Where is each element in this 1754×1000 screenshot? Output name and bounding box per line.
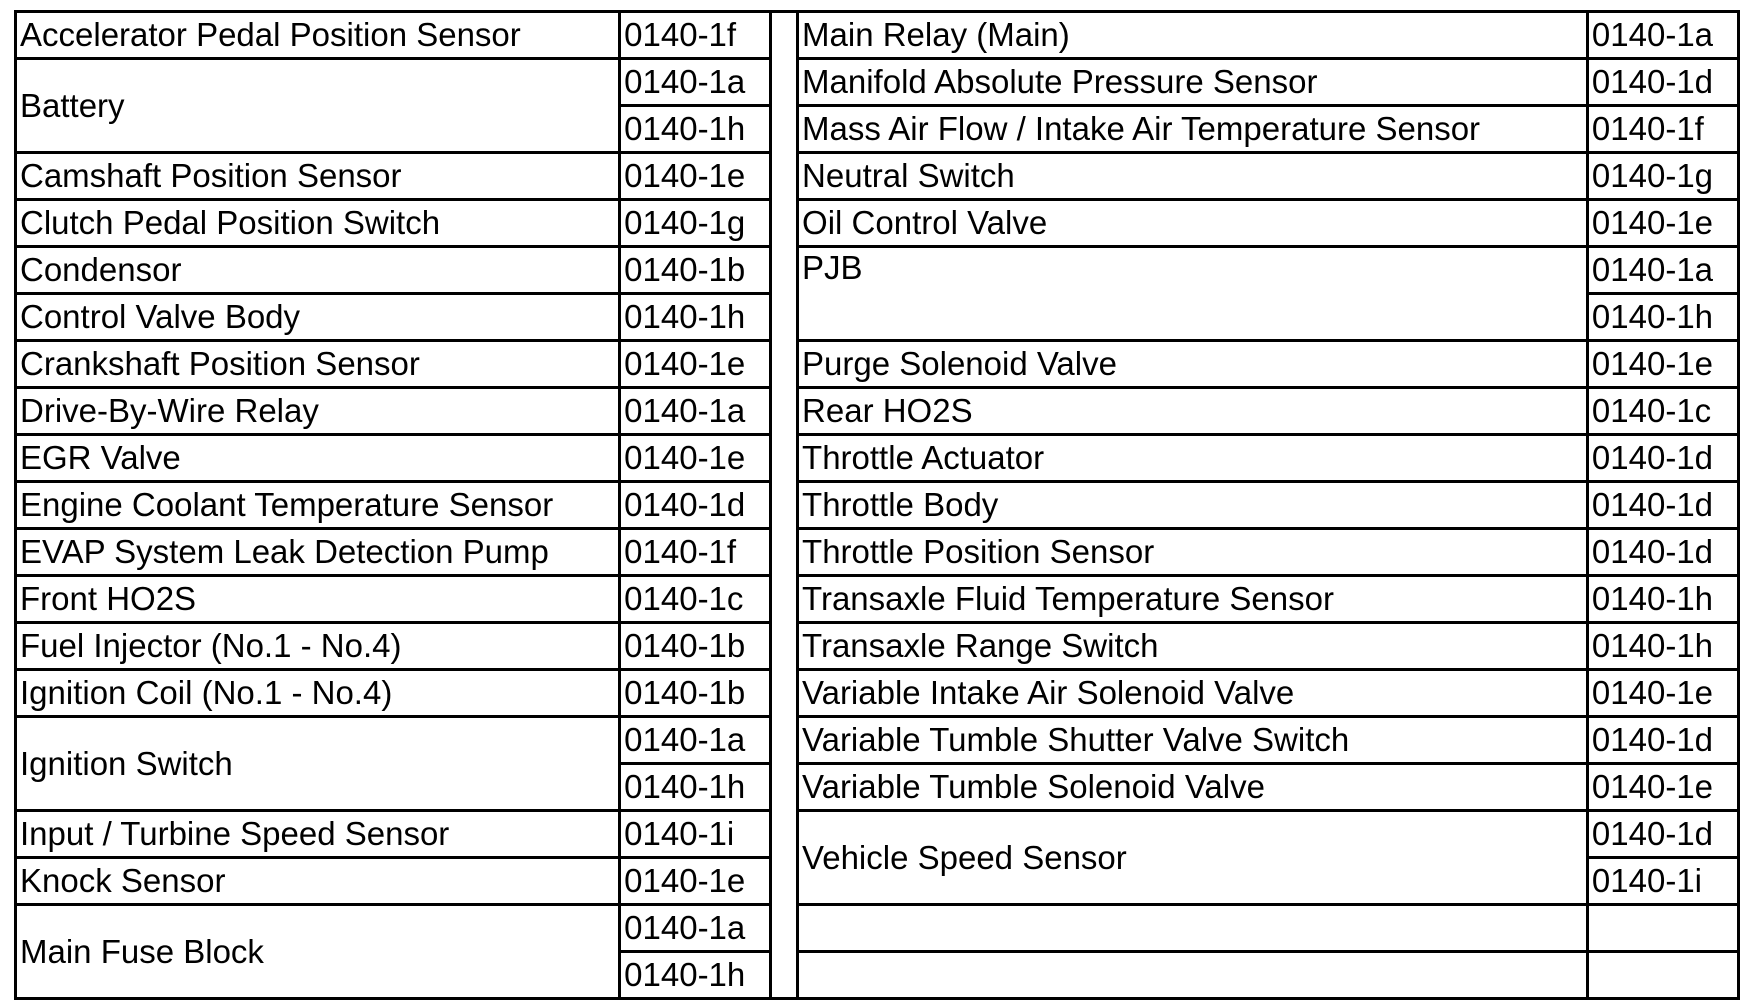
connector-id: 0140-1d xyxy=(1587,482,1738,529)
table-row xyxy=(16,388,1739,435)
connector-id: 0140-1e xyxy=(1587,764,1738,811)
connector-id: 0140-1b xyxy=(620,247,771,294)
table-row xyxy=(16,435,1739,482)
table-row xyxy=(16,12,1739,59)
connector-id: 0140-1a xyxy=(1587,247,1738,294)
connector-id: 0140-1c xyxy=(1587,388,1738,435)
component-name: Variable Tumble Solenoid Valve xyxy=(798,764,1588,811)
table-row xyxy=(16,717,1739,764)
connector-id: 0140-1e xyxy=(1587,341,1738,388)
connector-id: 0140-1d xyxy=(1587,811,1738,858)
connector-id: 0140-1c xyxy=(620,576,771,623)
component-name: Control Valve Body xyxy=(16,294,620,341)
component-name: Throttle Position Sensor xyxy=(798,529,1588,576)
component-name: Camshaft Position Sensor xyxy=(16,153,620,200)
component-name: Main Fuse Block xyxy=(16,905,620,999)
component-name: Ignition Coil (No.1 - No.4) xyxy=(16,670,620,717)
document-page xyxy=(14,10,1740,993)
connector-id: 0140-1f xyxy=(620,12,771,59)
component-name: Knock Sensor xyxy=(16,858,620,905)
connector-id: 0140-1f xyxy=(620,529,771,576)
component-name: Battery xyxy=(16,59,620,153)
component-name: Oil Control Valve xyxy=(798,200,1588,247)
component-name xyxy=(798,905,1588,952)
connector-id: 0140-1g xyxy=(620,200,771,247)
connector-id: 0140-1e xyxy=(1587,200,1738,247)
connector-id: 0140-1i xyxy=(620,811,771,858)
component-name: EVAP System Leak Detection Pump xyxy=(16,529,620,576)
component-name: Transaxle Range Switch xyxy=(798,623,1588,670)
component-name: Crankshaft Position Sensor xyxy=(16,341,620,388)
connector-id: 0140-1e xyxy=(620,435,771,482)
connector-id: 0140-1b xyxy=(620,670,771,717)
table-row xyxy=(16,670,1739,717)
component-name: Fuel Injector (No.1 - No.4) xyxy=(16,623,620,670)
connector-id: 0140-1a xyxy=(1587,12,1738,59)
connector-id: 0140-1a xyxy=(620,717,771,764)
connector-id: 0140-1e xyxy=(1587,670,1738,717)
connector-id: 0140-1h xyxy=(620,106,771,153)
component-name: Front HO2S xyxy=(16,576,620,623)
component-name: Drive-By-Wire Relay xyxy=(16,388,620,435)
component-name: Condensor xyxy=(16,247,620,294)
component-name: Accelerator Pedal Position Sensor xyxy=(16,12,620,59)
connector-id: 0140-1b xyxy=(620,623,771,670)
connector-id: 0140-1d xyxy=(1587,59,1738,106)
component-name: Engine Coolant Temperature Sensor xyxy=(16,482,620,529)
table-row xyxy=(16,341,1739,388)
component-name: Transaxle Fluid Temperature Sensor xyxy=(798,576,1588,623)
component-name: Ignition Switch xyxy=(16,717,620,811)
component-name: Manifold Absolute Pressure Sensor xyxy=(798,59,1588,106)
table-row xyxy=(16,153,1739,200)
table-row xyxy=(16,576,1739,623)
table-row xyxy=(16,529,1739,576)
component-name: Purge Solenoid Valve xyxy=(798,341,1588,388)
table-row xyxy=(16,59,1739,106)
connector-id: 0140-1a xyxy=(620,59,771,106)
component-name: Variable Tumble Shutter Valve Switch xyxy=(798,717,1588,764)
connector-id: 0140-1i xyxy=(1587,858,1738,905)
connector-location-table xyxy=(14,10,1740,1000)
connector-id: 0140-1e xyxy=(620,858,771,905)
connector-id: 0140-1a xyxy=(620,388,771,435)
connector-id: 0140-1h xyxy=(620,294,771,341)
connector-id: 0140-1g xyxy=(1587,153,1738,200)
connector-id: 0140-1h xyxy=(620,952,771,999)
connector-id: 0140-1h xyxy=(1587,294,1738,341)
connector-id: 0140-1e xyxy=(620,153,771,200)
component-name: Throttle Actuator xyxy=(798,435,1588,482)
column-divider xyxy=(771,12,798,999)
component-name: Throttle Body xyxy=(798,482,1588,529)
connector-id: 0140-1h xyxy=(620,764,771,811)
component-name: EGR Valve xyxy=(16,435,620,482)
table-row xyxy=(16,247,1739,294)
connector-id: 0140-1f xyxy=(1587,106,1738,153)
table-row xyxy=(16,905,1739,952)
connector-id xyxy=(1587,905,1738,952)
component-name: PJB xyxy=(798,247,1588,341)
component-name: Clutch Pedal Position Switch xyxy=(16,200,620,247)
connector-id: 0140-1d xyxy=(620,482,771,529)
connector-id: 0140-1h xyxy=(1587,576,1738,623)
connector-id: 0140-1d xyxy=(1587,717,1738,764)
connector-id xyxy=(1587,952,1738,999)
connector-id: 0140-1a xyxy=(620,905,771,952)
component-name xyxy=(798,952,1588,999)
table-row xyxy=(16,811,1739,858)
component-name: Input / Turbine Speed Sensor xyxy=(16,811,620,858)
component-name: Main Relay (Main) xyxy=(798,12,1588,59)
table-row xyxy=(16,623,1739,670)
component-name: Rear HO2S xyxy=(798,388,1588,435)
component-name: Variable Intake Air Solenoid Valve xyxy=(798,670,1588,717)
component-name: Neutral Switch xyxy=(798,153,1588,200)
component-name: Vehicle Speed Sensor xyxy=(798,811,1588,905)
connector-id: 0140-1e xyxy=(620,341,771,388)
connector-id: 0140-1d xyxy=(1587,529,1738,576)
connector-id: 0140-1h xyxy=(1587,623,1738,670)
component-name: Mass Air Flow / Intake Air Temperature Sensor xyxy=(798,106,1588,153)
table-row xyxy=(16,482,1739,529)
connector-id: 0140-1d xyxy=(1587,435,1738,482)
table-row xyxy=(16,200,1739,247)
